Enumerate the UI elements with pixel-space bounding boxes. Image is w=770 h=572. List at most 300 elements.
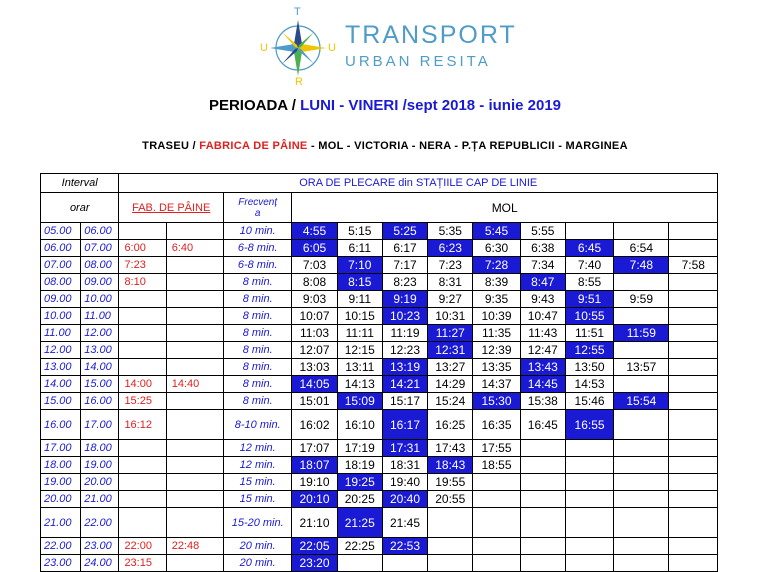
- mol-departure: 7:34: [520, 257, 565, 274]
- header-frequency-line-1: Frecvenț: [238, 196, 278, 208]
- fab-departure: [166, 555, 223, 572]
- interval-to: 09.00: [81, 274, 119, 291]
- mol-departure: 10:39: [473, 308, 520, 325]
- mol-departure: [473, 538, 520, 555]
- mol-departure: 18:31: [382, 457, 427, 474]
- mol-departure: 8:15: [337, 274, 382, 291]
- mol-departure: [614, 555, 669, 572]
- fab-departure: 23:15: [119, 555, 166, 572]
- mol-departure: 11:51: [565, 325, 613, 342]
- timetable: [40, 173, 718, 572]
- fab-departure: 14:00: [119, 376, 166, 393]
- mol-departure: [565, 440, 613, 457]
- fab-departure: [166, 257, 223, 274]
- fab-departure: [166, 457, 223, 474]
- mol-departure: [669, 508, 718, 538]
- mol-departure: 18:19: [337, 457, 382, 474]
- route-rest: - MOL - VICTORIA - NERA - P.ȚA REPUBLICII - MARGINEA: [310, 140, 628, 152]
- mol-departure: [520, 538, 565, 555]
- fab-departure: [119, 291, 166, 308]
- mol-departure: [473, 474, 520, 491]
- mol-departure: 5:55: [520, 223, 565, 240]
- mol-departure: 15:38: [520, 393, 565, 410]
- mol-departure: 15:17: [382, 393, 427, 410]
- interval-from: 18.00: [41, 457, 81, 474]
- brand-line-2: URBAN RESITA: [345, 53, 491, 70]
- period-text: LUNI - VINERI /sept 2018 - iunie 2019: [300, 97, 562, 114]
- logo-letter-t: T: [294, 6, 301, 18]
- mol-departure: [669, 393, 718, 410]
- interval-from: 23.00: [41, 555, 81, 572]
- fab-departure: [166, 474, 223, 491]
- mol-departure: 9:59: [614, 291, 669, 308]
- mol-departure: 8:39: [473, 274, 520, 291]
- mol-departure: [565, 538, 613, 555]
- fab-departure: [119, 359, 166, 376]
- fab-departure: 6:40: [166, 240, 223, 257]
- frequency: 20 min.: [224, 555, 292, 572]
- mol-departure: [669, 342, 718, 359]
- interval-to: 14.00: [81, 359, 119, 376]
- interval-from: 16.00: [41, 410, 81, 440]
- mol-departure: [520, 474, 565, 491]
- mol-departure: 20:25: [337, 491, 382, 508]
- mol-departure: [565, 508, 613, 538]
- table-row: [41, 257, 718, 274]
- mol-departure: 12:39: [473, 342, 520, 359]
- mol-departure: 7:10: [337, 257, 382, 274]
- fab-departure: [166, 291, 223, 308]
- mol-departure: [614, 274, 669, 291]
- mol-departure: [614, 440, 669, 457]
- table-row: [41, 325, 718, 342]
- mol-departure: 20:10: [292, 491, 337, 508]
- table-row: [41, 410, 718, 440]
- mol-departure: 12:31: [428, 342, 473, 359]
- mol-departure: 10:47: [520, 308, 565, 325]
- interval-from: 05.00: [41, 223, 81, 240]
- interval-to: 07.00: [81, 240, 119, 257]
- mol-departure: [669, 457, 718, 474]
- fab-departure: 14:40: [166, 376, 223, 393]
- mol-departure: [669, 240, 718, 257]
- mol-departure: 6:05: [292, 240, 337, 257]
- header-departures: ORA DE PLECARE din STAȚIILE CAP DE LINIE: [119, 174, 718, 193]
- frequency: 10 min.: [224, 223, 292, 240]
- mol-departure: [669, 555, 718, 572]
- frequency: 15 min.: [224, 491, 292, 508]
- mol-departure: 8:47: [520, 274, 565, 291]
- mol-departure: 5:15: [337, 223, 382, 240]
- interval-to: 15.00: [81, 376, 119, 393]
- mol-departure: 10:15: [337, 308, 382, 325]
- frequency: 15-20 min.: [224, 508, 292, 538]
- mol-departure: 15:01: [292, 393, 337, 410]
- mol-departure: [669, 359, 718, 376]
- mol-departure: [614, 491, 669, 508]
- mol-departure: 12:55: [565, 342, 613, 359]
- interval-to: 13.00: [81, 342, 119, 359]
- frequency: 8 min.: [224, 308, 292, 325]
- mol-departure: 13:03: [292, 359, 337, 376]
- mol-departure: 13:35: [473, 359, 520, 376]
- mol-departure: 8:08: [292, 274, 337, 291]
- mol-departure: 16:17: [382, 410, 427, 440]
- fab-departure: [166, 410, 223, 440]
- mol-departure: [614, 342, 669, 359]
- route-heading: [0, 140, 770, 152]
- mol-departure: 13:11: [337, 359, 382, 376]
- frequency: 8 min.: [224, 325, 292, 342]
- table-row: [41, 474, 718, 491]
- frequency: 6-8 min.: [224, 240, 292, 257]
- mol-departure: 11:35: [473, 325, 520, 342]
- mol-departure: [428, 538, 473, 555]
- mol-departure: [565, 474, 613, 491]
- fab-departure: [166, 359, 223, 376]
- mol-departure: [565, 457, 613, 474]
- interval-to: 16.00: [81, 393, 119, 410]
- fab-departure: 22:48: [166, 538, 223, 555]
- mol-departure: [520, 457, 565, 474]
- header-frequency: [224, 193, 292, 223]
- mol-departure: 16:35: [473, 410, 520, 440]
- mol-departure: 6:54: [614, 240, 669, 257]
- mol-departure: 21:45: [382, 508, 427, 538]
- mol-departure: 6:45: [565, 240, 613, 257]
- mol-departure: 9:43: [520, 291, 565, 308]
- mol-departure: 19:55: [428, 474, 473, 491]
- fab-departure: [119, 491, 166, 508]
- fab-departure: [166, 223, 223, 240]
- mol-departure: 10:23: [382, 308, 427, 325]
- mol-departure: 18:07: [292, 457, 337, 474]
- header-mol: MOL: [292, 193, 718, 223]
- table-row: [41, 223, 718, 240]
- interval-to: 24.00: [81, 555, 119, 572]
- brand-line-1: TRANSPORT: [345, 21, 517, 49]
- mol-departure: [669, 440, 718, 457]
- interval-to: 23.00: [81, 538, 119, 555]
- mol-departure: 18:55: [473, 457, 520, 474]
- fab-departure: [119, 223, 166, 240]
- header-interval-2: orar: [41, 193, 119, 223]
- mol-departure: [669, 274, 718, 291]
- fab-departure: 16:12: [119, 410, 166, 440]
- table-row: [41, 291, 718, 308]
- mol-departure: [473, 555, 520, 572]
- mol-departure: 22:53: [382, 538, 427, 555]
- fab-departure: 7:23: [119, 257, 166, 274]
- brand-wordmark: [345, 23, 517, 69]
- mol-departure: 14:53: [565, 376, 613, 393]
- mol-departure: 11:43: [520, 325, 565, 342]
- mol-departure: 9:03: [292, 291, 337, 308]
- mol-departure: 11:03: [292, 325, 337, 342]
- mol-departure: 12:23: [382, 342, 427, 359]
- table-row: [41, 393, 718, 410]
- logo: [258, 8, 340, 95]
- interval-to: 06.00: [81, 223, 119, 240]
- mol-departure: [669, 474, 718, 491]
- mol-departure: [520, 508, 565, 538]
- route-prefix: TRASEU /: [142, 140, 196, 152]
- mol-departure: 22:25: [337, 538, 382, 555]
- mol-departure: 7:48: [614, 257, 669, 274]
- mol-departure: 7:40: [565, 257, 613, 274]
- frequency: 8 min.: [224, 359, 292, 376]
- mol-departure: [565, 223, 613, 240]
- frequency: 8-10 min.: [224, 410, 292, 440]
- mol-departure: 20:40: [382, 491, 427, 508]
- mol-departure: 17:19: [337, 440, 382, 457]
- mol-departure: 6:17: [382, 240, 427, 257]
- mol-departure: 14:05: [292, 376, 337, 393]
- mol-departure: [520, 491, 565, 508]
- mol-departure: 8:31: [428, 274, 473, 291]
- interval-from: 09.00: [41, 291, 81, 308]
- mol-departure: 17:31: [382, 440, 427, 457]
- mol-departure: 19:40: [382, 474, 427, 491]
- mol-departure: 21:10: [292, 508, 337, 538]
- mol-departure: [669, 223, 718, 240]
- mol-departure: [669, 325, 718, 342]
- table-row: [41, 376, 718, 393]
- mol-departure: 13:57: [614, 359, 669, 376]
- table-row: [41, 308, 718, 325]
- mol-departure: 17:07: [292, 440, 337, 457]
- fab-departure: [119, 342, 166, 359]
- mol-departure: 7:58: [669, 257, 718, 274]
- header-fab-de-paine: FAB. DE PÂINE: [119, 193, 224, 223]
- interval-from: 22.00: [41, 538, 81, 555]
- frequency: 8 min.: [224, 342, 292, 359]
- fab-departure: 15:25: [119, 393, 166, 410]
- header-interval-1: Interval: [41, 174, 119, 193]
- fab-departure: [119, 508, 166, 538]
- mol-departure: [669, 308, 718, 325]
- table-row: [41, 440, 718, 457]
- interval-to: 08.00: [81, 257, 119, 274]
- mol-departure: 13:43: [520, 359, 565, 376]
- mol-departure: 9:35: [473, 291, 520, 308]
- mol-departure: 10:31: [428, 308, 473, 325]
- fab-departure: [166, 491, 223, 508]
- mol-departure: 12:07: [292, 342, 337, 359]
- mol-departure: [614, 410, 669, 440]
- fab-departure: 8:10: [119, 274, 166, 291]
- mol-departure: 15:09: [337, 393, 382, 410]
- mol-departure: 5:35: [428, 223, 473, 240]
- mol-departure: [669, 410, 718, 440]
- mol-departure: 19:10: [292, 474, 337, 491]
- interval-from: 07.00: [41, 257, 81, 274]
- mol-departure: 14:37: [473, 376, 520, 393]
- interval-to: 19.00: [81, 457, 119, 474]
- mol-departure: [473, 491, 520, 508]
- interval-from: 17.00: [41, 440, 81, 457]
- interval-to: 21.00: [81, 491, 119, 508]
- fab-departure: 6:00: [119, 240, 166, 257]
- mol-departure: 12:47: [520, 342, 565, 359]
- interval-to: 17.00: [81, 410, 119, 440]
- mol-departure: 9:11: [337, 291, 382, 308]
- mol-departure: 8:55: [565, 274, 613, 291]
- mol-departure: 11:19: [382, 325, 427, 342]
- mol-departure: 13:19: [382, 359, 427, 376]
- interval-from: 21.00: [41, 508, 81, 538]
- mol-departure: 4:55: [292, 223, 337, 240]
- mol-departure: 7:28: [473, 257, 520, 274]
- mol-departure: [520, 555, 565, 572]
- mol-departure: [337, 555, 382, 572]
- interval-from: 12.00: [41, 342, 81, 359]
- mol-departure: 19:25: [337, 474, 382, 491]
- mol-departure: [428, 508, 473, 538]
- mol-departure: 17:55: [473, 440, 520, 457]
- mol-departure: [565, 491, 613, 508]
- interval-from: 11.00: [41, 325, 81, 342]
- mol-departure: 14:21: [382, 376, 427, 393]
- header-frequency-line-2: a: [254, 207, 261, 219]
- mol-departure: 7:23: [428, 257, 473, 274]
- mol-departure: [428, 555, 473, 572]
- mol-departure: 9:19: [382, 291, 427, 308]
- interval-to: 18.00: [81, 440, 119, 457]
- fab-departure: [119, 440, 166, 457]
- mol-departure: 15:46: [565, 393, 613, 410]
- fab-departure: [166, 342, 223, 359]
- frequency: 12 min.: [224, 457, 292, 474]
- mol-departure: 22:05: [292, 538, 337, 555]
- mol-departure: 8:23: [382, 274, 427, 291]
- mol-departure: 16:02: [292, 410, 337, 440]
- period-prefix: PERIOADA /: [208, 97, 296, 114]
- mol-departure: [669, 376, 718, 393]
- interval-from: 10.00: [41, 308, 81, 325]
- interval-to: 20.00: [81, 474, 119, 491]
- mol-departure: [614, 308, 669, 325]
- mol-departure: 6:11: [337, 240, 382, 257]
- mol-departure: 14:13: [337, 376, 382, 393]
- frequency: 20 min.: [224, 538, 292, 555]
- mol-departure: 23:20: [292, 555, 337, 572]
- table-row: [41, 491, 718, 508]
- mol-departure: 9:51: [565, 291, 613, 308]
- mol-departure: 17:43: [428, 440, 473, 457]
- mol-departure: [473, 508, 520, 538]
- mol-departure: 10:55: [565, 308, 613, 325]
- frequency: 8 min.: [224, 393, 292, 410]
- fab-departure: [166, 325, 223, 342]
- mol-departure: 20:55: [428, 491, 473, 508]
- interval-to: 11.00: [81, 308, 119, 325]
- mol-departure: 6:30: [473, 240, 520, 257]
- fab-departure: [166, 508, 223, 538]
- mol-departure: 6:38: [520, 240, 565, 257]
- mol-departure: [565, 555, 613, 572]
- frequency: 12 min.: [224, 440, 292, 457]
- frequency: 8 min.: [224, 376, 292, 393]
- interval-from: 14.00: [41, 376, 81, 393]
- mol-departure: [614, 376, 669, 393]
- table-row: [41, 274, 718, 291]
- interval-from: 19.00: [41, 474, 81, 491]
- fab-departure: [119, 308, 166, 325]
- frequency: 6-8 min.: [224, 257, 292, 274]
- mol-departure: [614, 508, 669, 538]
- interval-to: 12.00: [81, 325, 119, 342]
- frequency: 15 min.: [224, 474, 292, 491]
- frequency: 8 min.: [224, 291, 292, 308]
- mol-departure: 15:24: [428, 393, 473, 410]
- mol-departure: 6:23: [428, 240, 473, 257]
- table-row: [41, 457, 718, 474]
- period-heading: [0, 97, 770, 114]
- mol-departure: 15:30: [473, 393, 520, 410]
- mol-departure: 18:43: [428, 457, 473, 474]
- mol-departure: [669, 538, 718, 555]
- mol-departure: 11:11: [337, 325, 382, 342]
- frequency: 8 min.: [224, 274, 292, 291]
- mol-departure: 7:17: [382, 257, 427, 274]
- interval-to: 10.00: [81, 291, 119, 308]
- timetable-body: [41, 223, 718, 572]
- mol-departure: 14:45: [520, 376, 565, 393]
- mol-departure: [669, 291, 718, 308]
- fab-departure: [166, 274, 223, 291]
- fab-departure: [166, 393, 223, 410]
- mol-departure: [614, 474, 669, 491]
- mol-departure: 16:25: [428, 410, 473, 440]
- fab-departure: [119, 457, 166, 474]
- mol-departure: [614, 223, 669, 240]
- interval-to: 22.00: [81, 508, 119, 538]
- mol-departure: [614, 538, 669, 555]
- table-row: [41, 538, 718, 555]
- table-row: [41, 342, 718, 359]
- interval-from: 20.00: [41, 491, 81, 508]
- table-row: [41, 555, 718, 572]
- logo-letter-r: R: [295, 76, 303, 88]
- mol-departure: 16:10: [337, 410, 382, 440]
- mol-departure: 12:15: [337, 342, 382, 359]
- mol-departure: 11:59: [614, 325, 669, 342]
- mol-departure: 13:50: [565, 359, 613, 376]
- fab-departure: 22:00: [119, 538, 166, 555]
- mol-departure: 5:45: [473, 223, 520, 240]
- table-row: [41, 508, 718, 538]
- mol-departure: 10:07: [292, 308, 337, 325]
- mol-departure: [614, 457, 669, 474]
- mol-departure: 16:45: [520, 410, 565, 440]
- logo-letter-u-left: U: [260, 42, 268, 54]
- mol-departure: [669, 491, 718, 508]
- mol-departure: 5:25: [382, 223, 427, 240]
- mol-departure: [520, 440, 565, 457]
- mol-departure: 16:55: [565, 410, 613, 440]
- fab-departure: [119, 325, 166, 342]
- logo-letter-u-right: U: [328, 42, 336, 54]
- mol-departure: [382, 555, 427, 572]
- route-first-stop: FABRICA DE PÂINE: [199, 140, 308, 152]
- interval-from: 06.00: [41, 240, 81, 257]
- interval-from: 13.00: [41, 359, 81, 376]
- mol-departure: 21:25: [337, 508, 382, 538]
- fab-departure: [166, 308, 223, 325]
- fab-departure: [166, 440, 223, 457]
- mol-departure: 11:27: [428, 325, 473, 342]
